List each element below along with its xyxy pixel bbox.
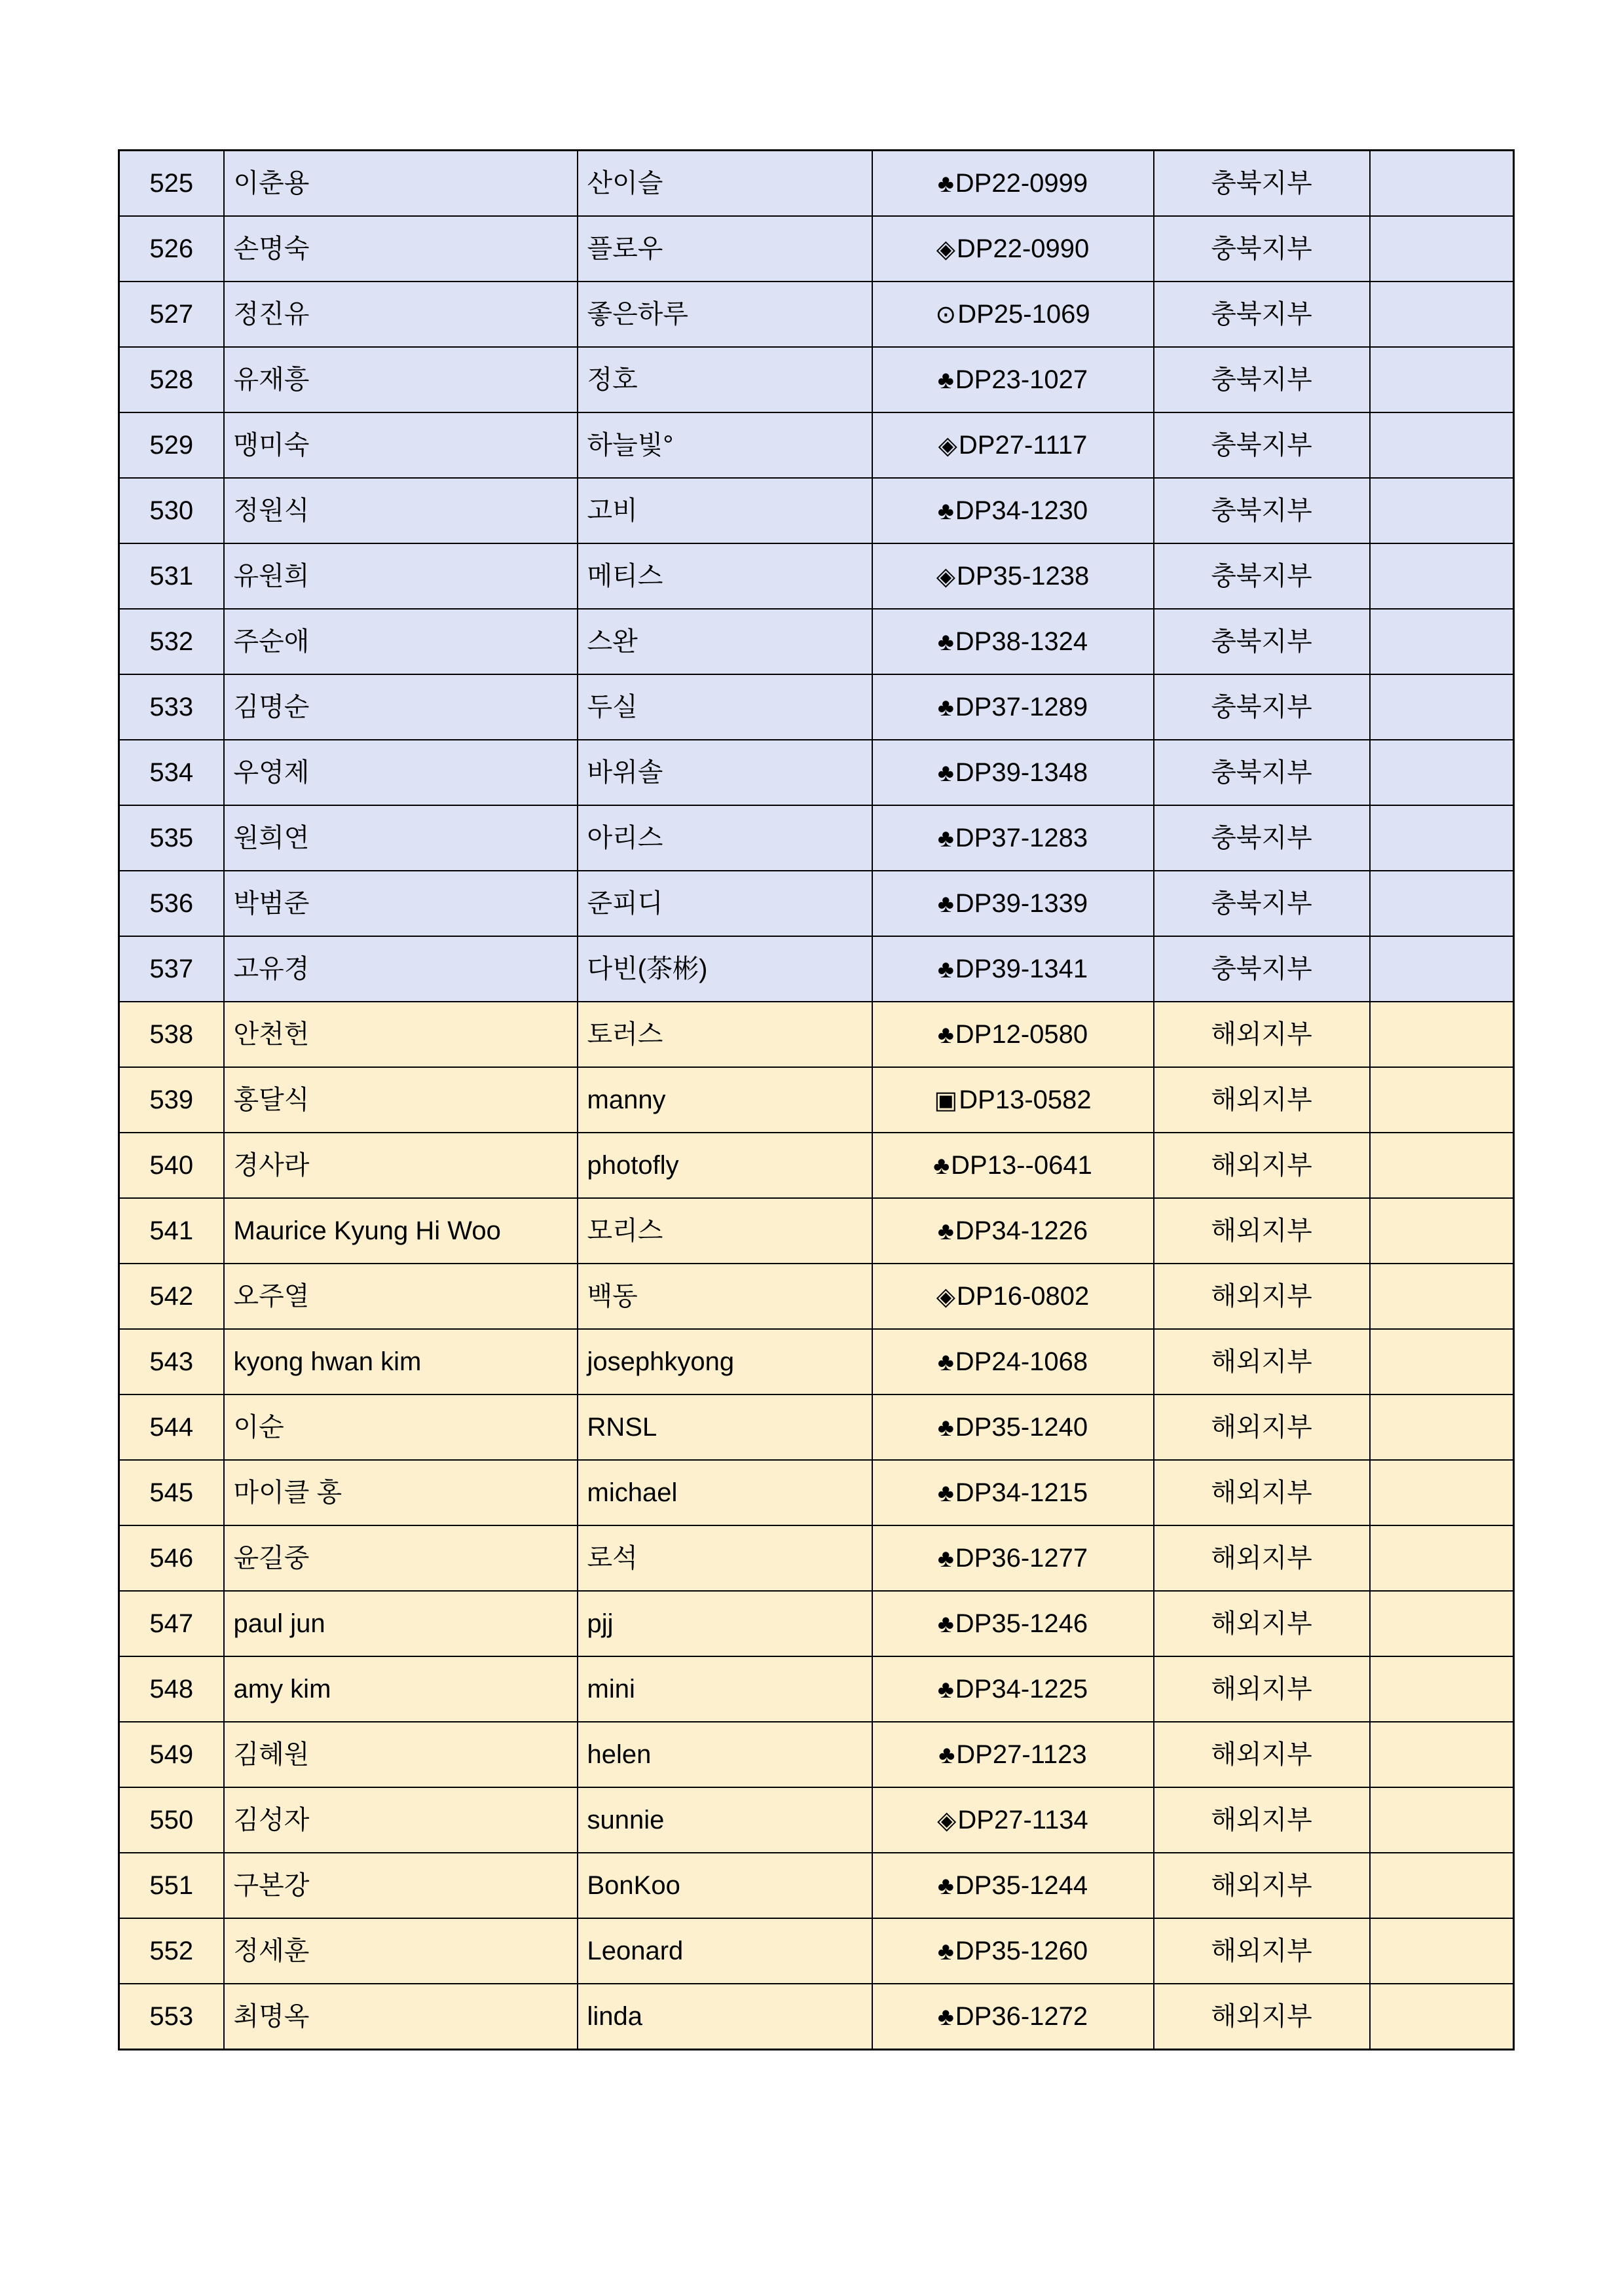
cell-name: 윤길중 — [224, 1525, 578, 1591]
cell-memo — [1370, 805, 1514, 871]
cell-no: 552 — [119, 1918, 224, 1984]
cell-memo — [1370, 1394, 1514, 1460]
cell-name: 원희연 — [224, 805, 578, 871]
code-text: DP34-1215 — [955, 1478, 1088, 1507]
cell-name: 이춘용 — [224, 151, 578, 217]
cell-no: 540 — [119, 1133, 224, 1198]
cell-branch: 해외지부 — [1154, 1525, 1370, 1591]
cell-code — [872, 674, 1154, 740]
cell-memo — [1370, 1722, 1514, 1787]
cell-no: 550 — [119, 1787, 224, 1853]
cell-no: 551 — [119, 1853, 224, 1918]
code-text: DP35-1246 — [955, 1609, 1088, 1638]
cell-code — [872, 740, 1154, 805]
cell-branch: 충북지부 — [1154, 412, 1370, 478]
table-row — [119, 1984, 1514, 2050]
code-mark-icon: ♣ — [937, 955, 954, 983]
code-mark-icon: ▣ — [934, 1086, 958, 1114]
cell-no: 537 — [119, 936, 224, 1002]
cell-memo — [1370, 1656, 1514, 1722]
cell-branch: 해외지부 — [1154, 1853, 1370, 1918]
table-row — [119, 674, 1514, 740]
code-text: DP35-1244 — [955, 1870, 1088, 1900]
table-row — [119, 347, 1514, 412]
cell-branch: 충북지부 — [1154, 805, 1370, 871]
cell-memo — [1370, 478, 1514, 543]
code-mark-icon: ♣ — [937, 1479, 954, 1507]
code-mark-icon: ♣ — [937, 1872, 954, 1900]
code-text: DP39-1339 — [955, 888, 1088, 918]
table-body — [119, 151, 1514, 2050]
cell-nickname: 고비 — [578, 478, 872, 543]
code-mark-icon: ♣ — [937, 1217, 954, 1245]
cell-name: 유원희 — [224, 543, 578, 609]
code-text: DP34-1226 — [955, 1216, 1088, 1245]
cell-memo — [1370, 1198, 1514, 1264]
cell-name: 우영제 — [224, 740, 578, 805]
cell-nickname: 로석 — [578, 1525, 872, 1591]
cell-name: 오주열 — [224, 1264, 578, 1329]
cell-code — [872, 1002, 1154, 1067]
cell-nickname: 다빈(茶彬) — [578, 936, 872, 1002]
cell-no: 549 — [119, 1722, 224, 1787]
cell-no: 527 — [119, 282, 224, 347]
table-row — [119, 1853, 1514, 1918]
code-text: DP35-1240 — [955, 1412, 1088, 1442]
cell-name: 정진유 — [224, 282, 578, 347]
code-text: DP37-1283 — [955, 823, 1088, 852]
cell-branch: 해외지부 — [1154, 1918, 1370, 1984]
cell-branch: 충북지부 — [1154, 674, 1370, 740]
code-text: DP27-1117 — [958, 430, 1088, 460]
cell-nickname: 플로우 — [578, 216, 872, 282]
cell-code — [872, 347, 1154, 412]
cell-code — [872, 1133, 1154, 1198]
code-mark-icon: ♣ — [937, 1021, 954, 1049]
cell-memo — [1370, 1329, 1514, 1394]
cell-nickname: 아리스 — [578, 805, 872, 871]
code-text: DP39-1348 — [955, 757, 1088, 787]
cell-code — [872, 282, 1154, 347]
cell-memo — [1370, 412, 1514, 478]
table-row — [119, 1722, 1514, 1787]
code-mark-icon: ♣ — [937, 1610, 954, 1638]
cell-no: 547 — [119, 1591, 224, 1656]
cell-no: 546 — [119, 1525, 224, 1591]
cell-no: 541 — [119, 1198, 224, 1264]
table-row — [119, 1067, 1514, 1133]
cell-branch: 충북지부 — [1154, 936, 1370, 1002]
cell-nickname: mini — [578, 1656, 872, 1722]
cell-memo — [1370, 740, 1514, 805]
table-row — [119, 282, 1514, 347]
cell-no: 529 — [119, 412, 224, 478]
cell-nickname: RNSL — [578, 1394, 872, 1460]
table-row — [119, 1918, 1514, 1984]
cell-nickname: 스완 — [578, 609, 872, 674]
cell-memo — [1370, 1067, 1514, 1133]
cell-no: 553 — [119, 1984, 224, 2050]
cell-nickname: josephkyong — [578, 1329, 872, 1394]
cell-name: 김혜원 — [224, 1722, 578, 1787]
cell-memo — [1370, 1264, 1514, 1329]
cell-no: 530 — [119, 478, 224, 543]
code-mark-icon: ♣ — [937, 170, 954, 198]
cell-name: 김명순 — [224, 674, 578, 740]
cell-nickname: 정호 — [578, 347, 872, 412]
cell-nickname: 두실 — [578, 674, 872, 740]
code-mark-icon: ♣ — [937, 693, 954, 721]
cell-branch: 충북지부 — [1154, 347, 1370, 412]
cell-name: 고유경 — [224, 936, 578, 1002]
cell-memo — [1370, 347, 1514, 412]
cell-branch: 충북지부 — [1154, 871, 1370, 936]
code-text: DP27-1134 — [957, 1805, 1088, 1834]
cell-code — [872, 1460, 1154, 1525]
code-mark-icon: ♣ — [937, 759, 954, 787]
cell-memo — [1370, 871, 1514, 936]
table-row — [119, 1198, 1514, 1264]
cell-code — [872, 1918, 1154, 1984]
table-row — [119, 151, 1514, 217]
cell-name: 주순애 — [224, 609, 578, 674]
cell-name: 홍달식 — [224, 1067, 578, 1133]
cell-memo — [1370, 936, 1514, 1002]
code-text: DP35-1238 — [956, 561, 1090, 591]
cell-memo — [1370, 609, 1514, 674]
cell-memo — [1370, 1918, 1514, 1984]
cell-code — [872, 609, 1154, 674]
code-mark-icon: ◈ — [938, 431, 957, 460]
cell-memo — [1370, 1787, 1514, 1853]
cell-nickname: 모리스 — [578, 1198, 872, 1264]
cell-code — [872, 1525, 1154, 1591]
code-mark-icon: ⊙ — [935, 301, 957, 329]
cell-nickname: 준피디 — [578, 871, 872, 936]
cell-branch: 해외지부 — [1154, 1656, 1370, 1722]
cell-name: amy kim — [224, 1656, 578, 1722]
code-mark-icon: ♣ — [933, 1152, 950, 1180]
cell-no: 526 — [119, 216, 224, 282]
cell-nickname: BonKoo — [578, 1853, 872, 1918]
cell-no: 532 — [119, 609, 224, 674]
cell-code — [872, 936, 1154, 1002]
cell-branch: 해외지부 — [1154, 1329, 1370, 1394]
code-text: DP36-1277 — [955, 1543, 1088, 1573]
cell-code — [872, 151, 1154, 217]
member-roster-table — [118, 149, 1515, 2050]
cell-name: 박범준 — [224, 871, 578, 936]
cell-branch: 충북지부 — [1154, 740, 1370, 805]
cell-no: 534 — [119, 740, 224, 805]
cell-no: 548 — [119, 1656, 224, 1722]
code-text: DP35-1260 — [955, 1936, 1088, 1965]
cell-nickname: 바위솔 — [578, 740, 872, 805]
table-row — [119, 871, 1514, 936]
code-mark-icon: ♣ — [937, 366, 954, 394]
cell-code — [872, 1198, 1154, 1264]
cell-code — [872, 805, 1154, 871]
cell-code — [872, 1329, 1154, 1394]
cell-memo — [1370, 674, 1514, 740]
code-text: DP22-0990 — [956, 234, 1090, 263]
code-mark-icon: ♣ — [937, 890, 954, 918]
cell-name: 김성자 — [224, 1787, 578, 1853]
table-row — [119, 1656, 1514, 1722]
cell-code — [872, 1656, 1154, 1722]
cell-branch: 해외지부 — [1154, 1722, 1370, 1787]
cell-branch: 해외지부 — [1154, 1067, 1370, 1133]
cell-memo — [1370, 216, 1514, 282]
cell-code — [872, 1591, 1154, 1656]
table-row — [119, 740, 1514, 805]
cell-name: 유재흥 — [224, 347, 578, 412]
cell-no: 528 — [119, 347, 224, 412]
cell-memo — [1370, 1525, 1514, 1591]
code-text: DP13--0641 — [951, 1150, 1092, 1180]
code-mark-icon: ♣ — [937, 1348, 954, 1376]
cell-memo — [1370, 543, 1514, 609]
cell-nickname: 좋은하루 — [578, 282, 872, 347]
table-row — [119, 1329, 1514, 1394]
cell-branch: 해외지부 — [1154, 1133, 1370, 1198]
cell-nickname: 메티스 — [578, 543, 872, 609]
cell-branch: 해외지부 — [1154, 1460, 1370, 1525]
table-row — [119, 478, 1514, 543]
code-mark-icon: ♣ — [937, 1413, 954, 1442]
code-mark-icon: ♣ — [937, 628, 954, 656]
code-mark-icon: ♣ — [937, 1544, 954, 1573]
cell-memo — [1370, 151, 1514, 217]
cell-no: 538 — [119, 1002, 224, 1067]
cell-name: Maurice Kyung Hi Woo — [224, 1198, 578, 1264]
cell-name: 이순 — [224, 1394, 578, 1460]
table-row — [119, 1787, 1514, 1853]
cell-name: 안천헌 — [224, 1002, 578, 1067]
cell-nickname: 산이슬 — [578, 151, 872, 217]
cell-branch: 해외지부 — [1154, 1591, 1370, 1656]
code-text: DP34-1225 — [955, 1674, 1088, 1704]
cell-memo — [1370, 1853, 1514, 1918]
code-mark-icon: ◈ — [936, 562, 955, 591]
cell-name: 정원식 — [224, 478, 578, 543]
code-mark-icon: ♣ — [937, 824, 954, 852]
cell-code — [872, 1984, 1154, 2050]
cell-name: 마이클 홍 — [224, 1460, 578, 1525]
cell-branch: 충북지부 — [1154, 543, 1370, 609]
table-row — [119, 936, 1514, 1002]
cell-name: 맹미숙 — [224, 412, 578, 478]
code-text: DP12-0580 — [955, 1019, 1088, 1049]
code-mark-icon: ♣ — [937, 1937, 954, 1965]
cell-branch: 충북지부 — [1154, 151, 1370, 217]
cell-no: 531 — [119, 543, 224, 609]
cell-nickname: michael — [578, 1460, 872, 1525]
cell-branch: 해외지부 — [1154, 1984, 1370, 2050]
cell-code — [872, 1787, 1154, 1853]
code-text: DP16-0802 — [956, 1281, 1090, 1311]
table-row — [119, 1002, 1514, 1067]
code-text: DP23-1027 — [955, 365, 1088, 394]
code-mark-icon: ◈ — [936, 235, 955, 263]
cell-nickname: sunnie — [578, 1787, 872, 1853]
cell-memo — [1370, 1002, 1514, 1067]
cell-branch: 충북지부 — [1154, 609, 1370, 674]
code-text: DP25-1069 — [957, 299, 1090, 329]
cell-no: 539 — [119, 1067, 224, 1133]
cell-nickname: Leonard — [578, 1918, 872, 1984]
code-text: DP24-1068 — [955, 1347, 1088, 1376]
cell-code — [872, 543, 1154, 609]
cell-no: 533 — [119, 674, 224, 740]
cell-memo — [1370, 1984, 1514, 2050]
table-row — [119, 1394, 1514, 1460]
code-text: DP34-1230 — [955, 496, 1088, 525]
cell-no: 536 — [119, 871, 224, 936]
cell-name: kyong hwan kim — [224, 1329, 578, 1394]
cell-nickname: manny — [578, 1067, 872, 1133]
cell-no: 525 — [119, 151, 224, 217]
code-mark-icon: ♣ — [938, 1741, 955, 1769]
cell-code — [872, 871, 1154, 936]
code-text: DP37-1289 — [955, 692, 1088, 721]
cell-no: 542 — [119, 1264, 224, 1329]
table-row — [119, 609, 1514, 674]
cell-branch: 해외지부 — [1154, 1394, 1370, 1460]
code-mark-icon: ♣ — [937, 1675, 954, 1704]
code-text: DP27-1123 — [956, 1740, 1087, 1769]
table-row — [119, 1460, 1514, 1525]
cell-code — [872, 1264, 1154, 1329]
cell-nickname: 토러스 — [578, 1002, 872, 1067]
cell-branch: 충북지부 — [1154, 216, 1370, 282]
cell-nickname: pjj — [578, 1591, 872, 1656]
cell-no: 535 — [119, 805, 224, 871]
cell-code — [872, 478, 1154, 543]
cell-memo — [1370, 1133, 1514, 1198]
cell-branch: 충북지부 — [1154, 478, 1370, 543]
cell-code — [872, 412, 1154, 478]
cell-name: 최명옥 — [224, 1984, 578, 2050]
table-row — [119, 805, 1514, 871]
cell-name: 경사라 — [224, 1133, 578, 1198]
code-mark-icon: ◈ — [936, 1283, 955, 1311]
cell-code — [872, 1722, 1154, 1787]
cell-branch: 해외지부 — [1154, 1002, 1370, 1067]
code-text: DP38-1324 — [955, 627, 1088, 656]
code-mark-icon: ◈ — [937, 1806, 957, 1834]
code-mark-icon: ♣ — [937, 2003, 954, 2031]
code-mark-icon: ♣ — [937, 497, 954, 525]
table-row — [119, 412, 1514, 478]
cell-no: 545 — [119, 1460, 224, 1525]
cell-nickname: photofly — [578, 1133, 872, 1198]
cell-memo — [1370, 1591, 1514, 1656]
cell-name: 손명숙 — [224, 216, 578, 282]
cell-branch: 해외지부 — [1154, 1264, 1370, 1329]
cell-nickname: 하늘빛° — [578, 412, 872, 478]
cell-code — [872, 1067, 1154, 1133]
cell-code — [872, 216, 1154, 282]
cell-name: paul jun — [224, 1591, 578, 1656]
cell-branch: 충북지부 — [1154, 282, 1370, 347]
code-text: DP22-0999 — [955, 168, 1088, 198]
code-text: DP13-0582 — [959, 1085, 1092, 1114]
table-row — [119, 543, 1514, 609]
cell-branch: 해외지부 — [1154, 1198, 1370, 1264]
table-row — [119, 1525, 1514, 1591]
cell-memo — [1370, 282, 1514, 347]
cell-name: 정세훈 — [224, 1918, 578, 1984]
cell-no: 544 — [119, 1394, 224, 1460]
cell-nickname: helen — [578, 1722, 872, 1787]
cell-no: 543 — [119, 1329, 224, 1394]
cell-nickname: linda — [578, 1984, 872, 2050]
cell-name: 구본강 — [224, 1853, 578, 1918]
table-row — [119, 216, 1514, 282]
cell-code — [872, 1394, 1154, 1460]
table-row — [119, 1133, 1514, 1198]
cell-memo — [1370, 1460, 1514, 1525]
cell-code — [872, 1853, 1154, 1918]
table-row — [119, 1264, 1514, 1329]
cell-branch: 해외지부 — [1154, 1787, 1370, 1853]
table-row — [119, 1591, 1514, 1656]
cell-nickname: 백동 — [578, 1264, 872, 1329]
code-text: DP36-1272 — [955, 2001, 1088, 2031]
code-text: DP39-1341 — [955, 954, 1088, 983]
